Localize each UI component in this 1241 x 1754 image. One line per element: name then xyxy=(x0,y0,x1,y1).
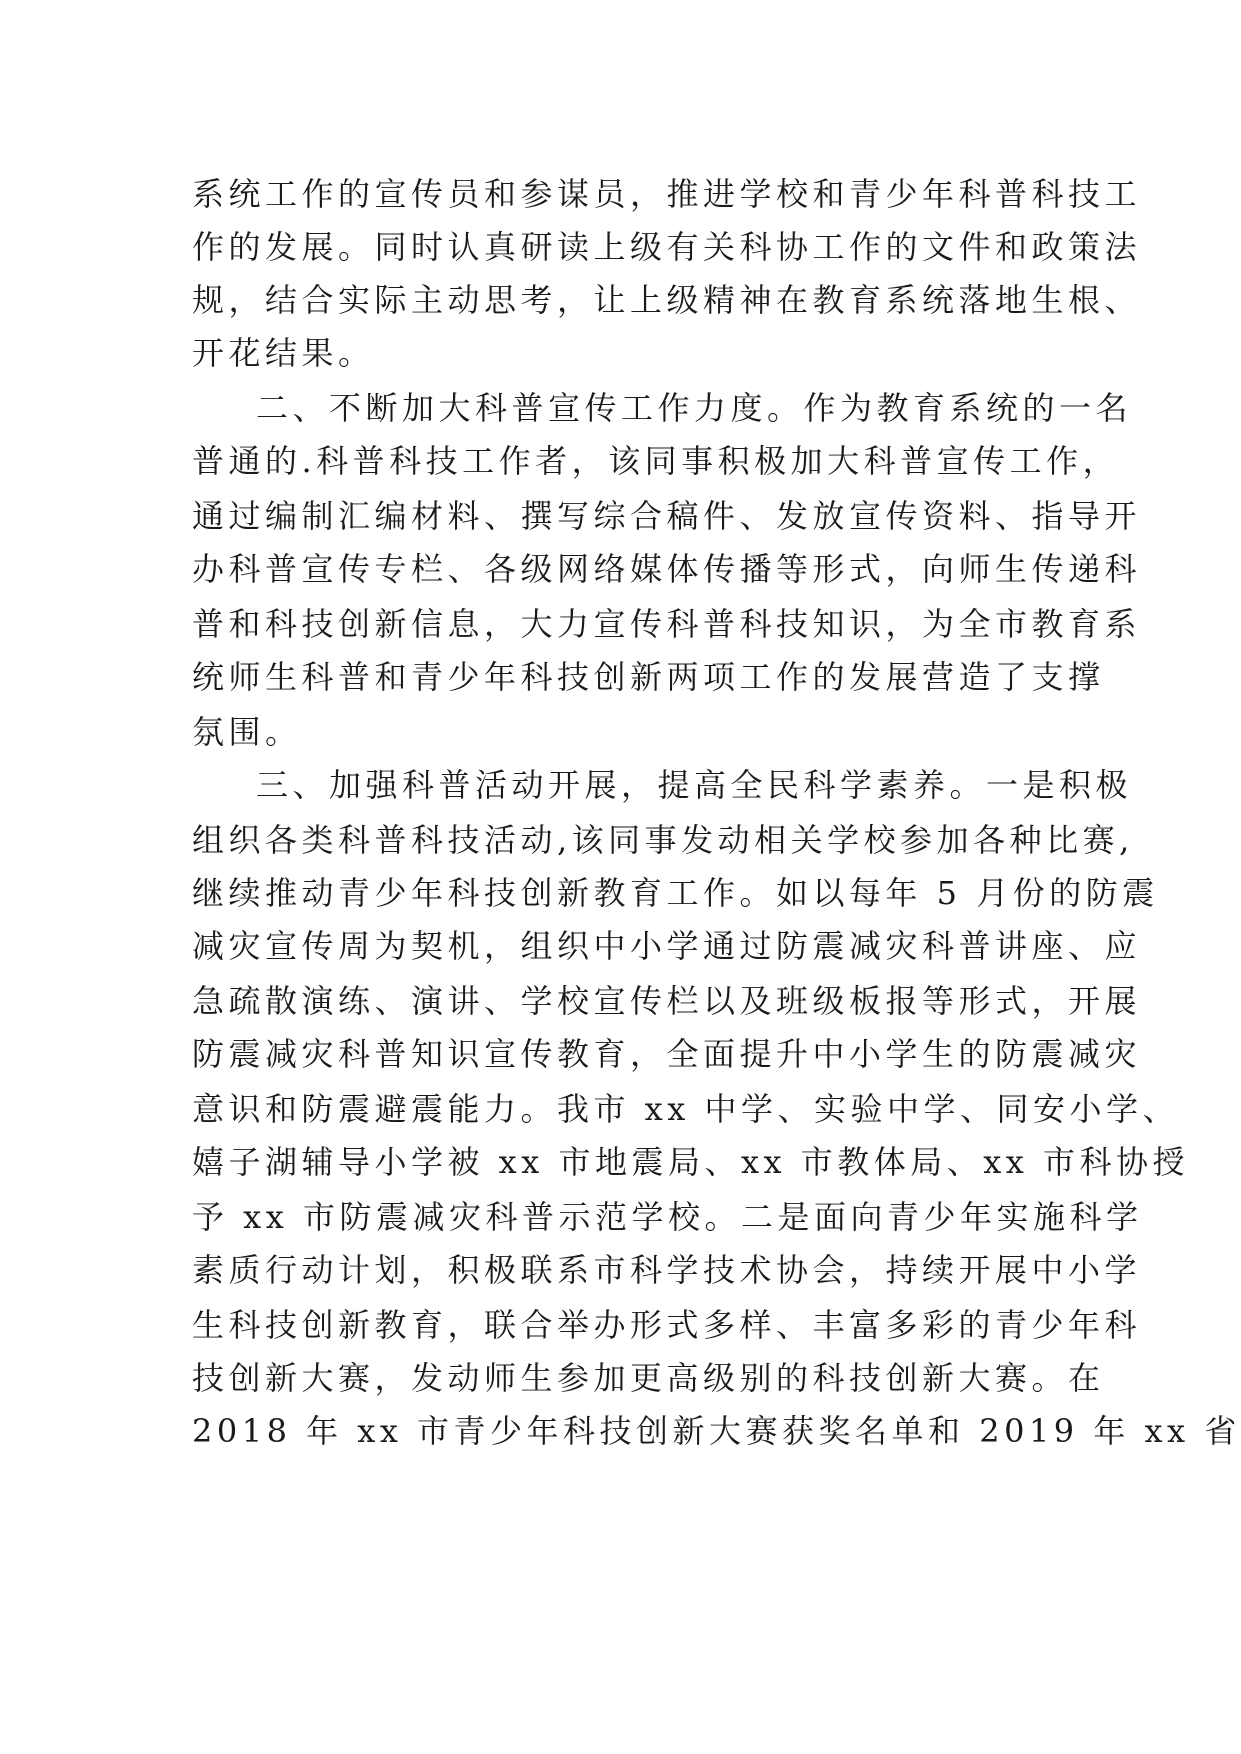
text-line: 开花结果。 xyxy=(192,334,375,372)
text-line: 急疏散演练、演讲、学校宣传栏以及班级板报等形式，开展 xyxy=(192,982,1142,1020)
text-line: 防震减灾科普知识宣传教育，全面提升中小学生的防震减灾 xyxy=(192,1035,1142,1073)
text-line: 氛围。 xyxy=(192,713,302,751)
text-line: 生科技创新教育，联合举办形式多样、丰富多彩的青少年科 xyxy=(192,1306,1142,1344)
text-line: 作的发展。同时认真研读上级有关科协工作的文件和政策法 xyxy=(192,228,1142,266)
text-line: 继续推动青少年科技创新教育工作。如以每年 5 月份的防震 xyxy=(192,874,1159,912)
text-line: 意识和防震避震能力。我市 xx 中学、实验中学、同安小学、 xyxy=(192,1090,1179,1128)
text-line: 技创新大赛，发动师生参加更高级别的科技创新大赛。在 xyxy=(192,1359,1105,1397)
paragraph-start-line: 三、加强科普活动开展，提高全民科学素养。一是积极 xyxy=(256,766,1133,804)
text-line: 减灾宣传周为契机，组织中小学通过防震减灾科普讲座、应 xyxy=(192,927,1142,965)
text-line: 普和科技创新信息，大力宣传科普科技知识，为全市教育系 xyxy=(192,605,1142,643)
text-line: 嬉子湖辅导小学被 xx 市地震局、xx 市教体局、xx 市科协授 xyxy=(192,1143,1189,1181)
text-line: 通过编制汇编材料、撰写综合稿件、发放宣传资料、指导开 xyxy=(192,497,1142,535)
text-line: 统师生科普和青少年科技创新两项工作的发展营造了支撑 xyxy=(192,658,1105,696)
text-line: 普通的.科普科技工作者，该同事积极加大科普宣传工作， xyxy=(192,442,1120,480)
text-line: 素质行动计划，积极联系市科学技术协会，持续开展中小学 xyxy=(192,1251,1142,1289)
text-line: 组织各类科普科技活动,该同事发动相关学校参加各种比赛, xyxy=(192,821,1134,859)
text-line: 2018 年 xx 市青少年科技创新大赛获奖名单和 2019 年 xx 省 xyxy=(192,1412,1241,1450)
paragraph-start-line: 二、不断加大科普宣传工作力度。作为教育系统的一名 xyxy=(256,389,1133,427)
text-line: 办科普宣传专栏、各级网络媒体传播等形式，向师生传递科 xyxy=(192,550,1142,588)
text-line: 系统工作的宣传员和参谋员，推进学校和青少年科普科技工 xyxy=(192,175,1142,213)
text-line: 予 xx 市防震减灾科普示范学校。二是面向青少年实施科学 xyxy=(192,1198,1143,1236)
text-line: 规，结合实际主动思考，让上级精神在教育系统落地生根、 xyxy=(192,281,1142,319)
